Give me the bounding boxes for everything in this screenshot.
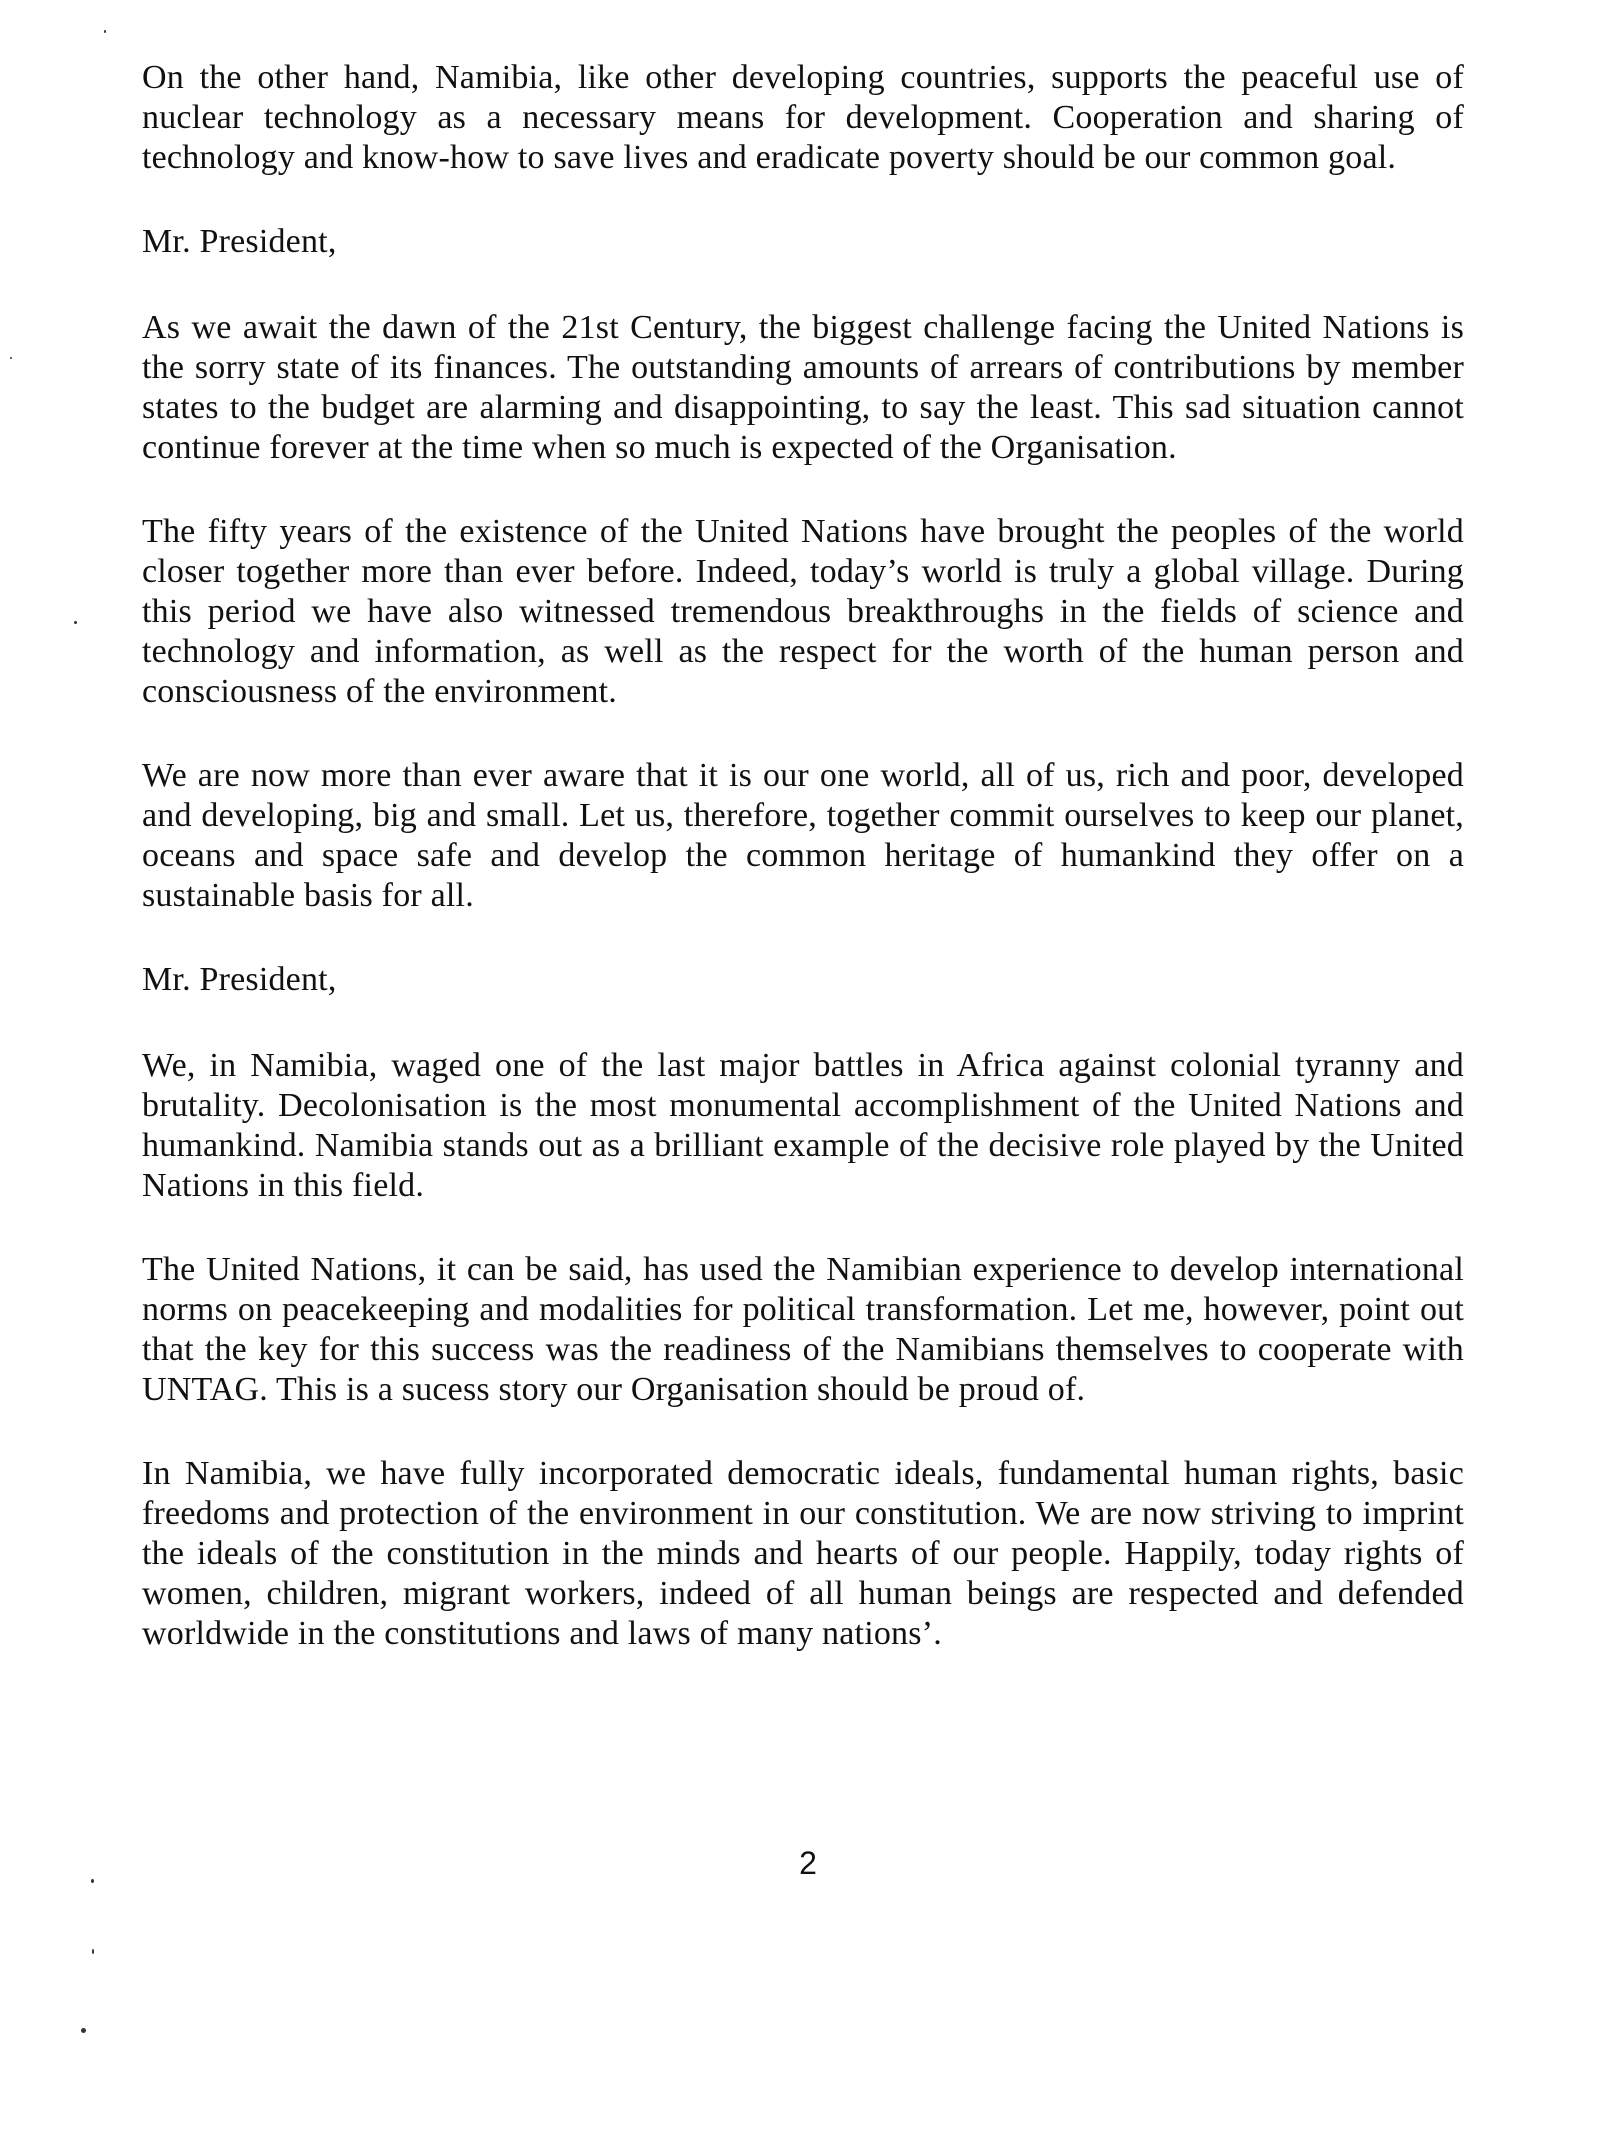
scan-speck (81, 2028, 86, 2033)
paragraph-nuclear-technology: On the other hand, Namibia, like other developing countries, supports the peaceful use of nuclear technology as a necessary means for development. Cooperation and sharing of technology and know-how to save lives and eradicate poverty should be our common goal. (142, 59, 1464, 176)
document-body (142, 58, 1464, 1698)
salutation-mr-president-2: Mr. President, (142, 961, 337, 998)
paragraph-fifty-years: The fifty years of the existence of the United Nations have brought the peoples of the world closer together more than ever before. Indeed, today’s world is truly a global village. During this period we have also witnessed tremendous breakthroughs in the fields of science and technology and information, as well as the respect for the worth of the human person and consciousness of the environment. (142, 513, 1464, 710)
paragraph-decolonisation: We, in Namibia, waged one of the last major battles in Africa against colonial tyranny and brutality. Decolonisation is the most monumental accomplishment of the United Nations and humankind. Namibia stands out as a brilliant example of the decisive role played by the United Nations in this field. (142, 1047, 1464, 1204)
page-number: 2 (799, 1845, 817, 1881)
paragraph-un-finances: As we await the dawn of the 21st Century, the biggest challenge facing the United Nations is the sorry state of its finances. The outstanding amounts of arrears of contributions by member states to the budget are alarming and disappointing, to say the least. This sad situation cannot continue forever at the time when so much is expected of the Organisation. (142, 309, 1464, 466)
scan-speck (104, 30, 106, 33)
scan-speck (92, 1949, 94, 1954)
scan-speck (74, 621, 77, 624)
scan-speck (10, 357, 12, 359)
scan-speck (91, 1879, 94, 1883)
paragraph-one-world: We are now more than ever aware that it is our one world, all of us, rich and poor, developed and developing, big and small. Let us, therefore, together commit ourselves to keep our planet, oceans and space safe and develop the common heritage of humankind they offer on a sustainable basis for all. (142, 757, 1464, 914)
salutation-mr-president: Mr. President, (142, 223, 337, 260)
paragraph-democratic-ideals: In Namibia, we have fully incorporated democratic ideals, fundamental human rights, basic freedoms and protection of the environment in our constitution. We are now striving to imprint the ideals of the constitution in the minds and hearts of our people. Happily, today rights of women, children, migrant workers, indeed of all human beings are respected and defended worldwide in the constitutions and laws of many nations’. (142, 1455, 1464, 1652)
paragraph-namibian-experience: The United Nations, it can be said, has used the Namibian experience to develop international norms on peacekeeping and modalities for political transformation. Let me, however, point out that the key for this success was the readiness of the Namibians themselves to cooperate with UNTAG. This is a sucess story our Organisation should be proud of. (142, 1251, 1464, 1408)
